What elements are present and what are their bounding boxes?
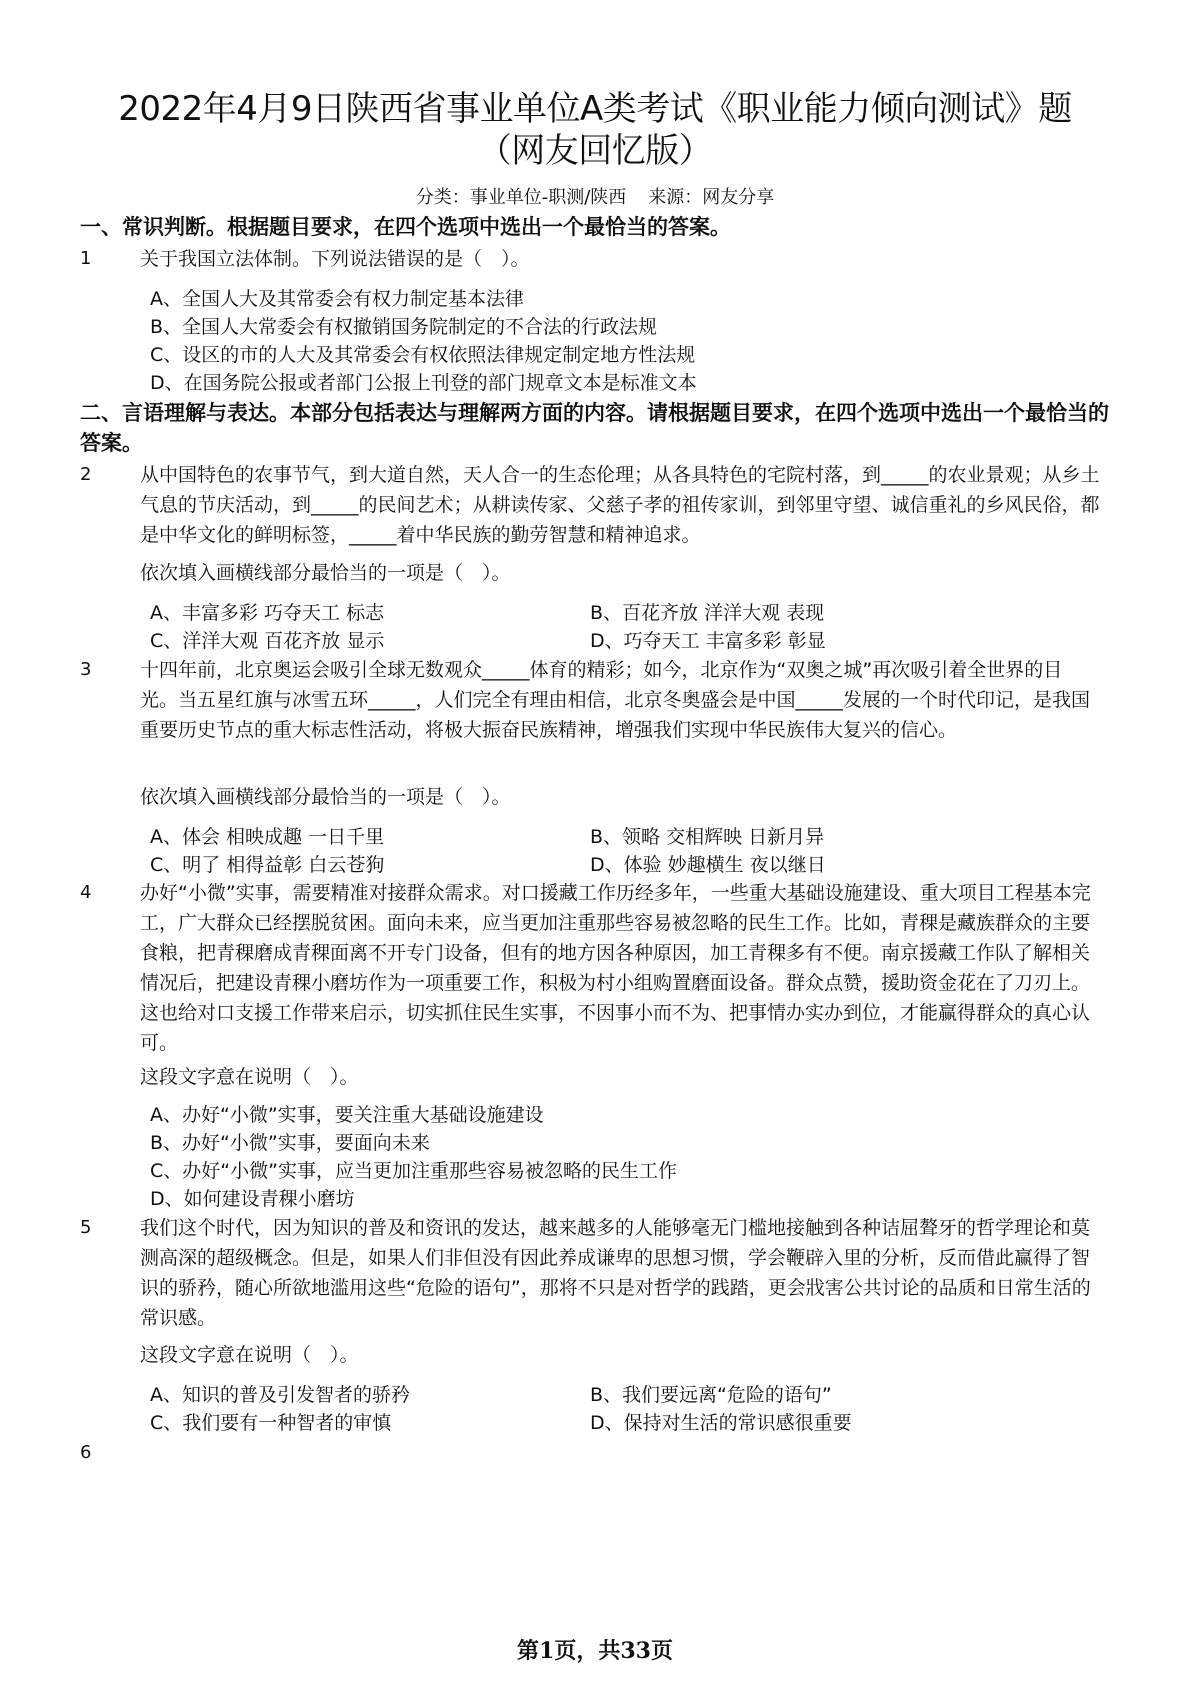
question-prompt: 依次填入画横线部分最恰当的一项是（ ）。: [140, 562, 511, 584]
option-c: C、设区的市的人大及其常委会有权依照法律规定制定地方性法规: [150, 344, 696, 366]
question-number: 1: [80, 248, 92, 269]
document-meta: [60, 186, 1130, 210]
option-b: B、百花齐放 洋洋大观 表现: [590, 602, 825, 624]
option-a: A、丰富多彩 巧夺天工 标志: [150, 602, 385, 624]
document-title: [60, 88, 1130, 172]
option-d: D、在国务院公报或者部门公报上刊登的部门规章文本是标准文本: [150, 372, 697, 394]
question-prompt: 这段文字意在说明（ ）。: [140, 1066, 359, 1088]
question-number: 4: [80, 882, 92, 903]
section-heading-1: 一、常识判断。根据题目要求，在四个选项中选出一个最恰当的答案。: [80, 215, 731, 239]
meta-category: 分类：事业单位-职测/陕西: [415, 187, 627, 208]
option-a: A、办好“小微”实事，要关注重大基础设施建设: [150, 1104, 544, 1126]
section-heading-2: 二、言语理解与表达。本部分包括表达与理解两方面的内容。请根据题目要求，在四个选项中选出一个最恰当的答案。: [80, 401, 1109, 455]
question-text: 从中国特色的农事节气，到大道自然，天人合一的生态伦理；从各具特色的宅院村落，到_____的农业景观；从乡土气息的节庆活动，到_____的民间艺术；从耕读传家、父慈子孝的祖传家训，到邻里守望、诚信重礼的乡风民俗，都是中华文化的鲜明标签，_____着中华民族的勤劳智慧和精神追求。: [140, 464, 1100, 546]
option-b: B、办好“小微”实事，要面向未来: [150, 1132, 430, 1154]
question-number: 6: [80, 1442, 92, 1463]
page-footer: 第1页，共33页: [517, 1638, 673, 1664]
title-line-1: 2022年4月9日陕西省事业单位A类考试《职业能力倾向测试》题: [118, 89, 1072, 129]
question-number: 3: [80, 659, 92, 680]
option-a: A、全国人大及其常委会有权力制定基本法律: [150, 288, 524, 310]
option-b: B、我们要远离“危险的语句”: [590, 1384, 832, 1406]
question-number: 5: [80, 1217, 92, 1238]
option-a: A、知识的普及引发智者的骄矜: [150, 1384, 410, 1406]
option-a: A、体会 相映成趣 一日千里: [150, 826, 385, 848]
question-text: 关于我国立法体制。下列说法错误的是（ ）。: [140, 248, 530, 270]
option-d: D、巧夺天工 丰富多彩 彰显: [590, 630, 826, 652]
question-prompt: 依次填入画横线部分最恰当的一项是（ ）。: [140, 786, 511, 808]
option-b: B、领略 交相辉映 日新月异: [590, 826, 825, 848]
option-d: D、保持对生活的常识感很重要: [590, 1412, 852, 1434]
question-text: 十四年前，北京奥运会吸引全球无数观众_____体育的精彩；如今，北京作为“双奥之城”再次吸引着全世界的目光。当五星红旗与冰雪五环_____，人们完全有理由相信，北京冬奥盛会是中国_____发展的一个时代印记，是我国重要历史节点的重大标志性活动，将极大振奋民族精神，增强我们实现中华民族伟大复兴的信心。: [140, 659, 1091, 741]
question-text: 我们这个时代，因为知识的普及和资讯的发达，越来越多的人能够毫无门槛地接触到各种诘屈聱牙的哲学理论和莫测高深的超级概念。但是，如果人们非但没有因此养成谦卑的思想习惯，学会鞭辟入里的分析，反而借此赢得了智识的骄矜，随心所欲地滥用这些“危险的语句”，那将不只是对哲学的践踏，更会戕害公共讨论的品质和日常生活的常识感。: [140, 1217, 1091, 1329]
title-line-2: （网友回忆版）: [477, 131, 713, 171]
option-d: D、体验 妙趣横生 夜以继日: [590, 854, 826, 876]
option-c: C、我们要有一种智者的审慎: [150, 1412, 392, 1434]
meta-source: 来源：网友分享: [648, 187, 775, 208]
option-b: B、全国人大常委会有权撤销国务院制定的不合法的行政法规: [150, 316, 658, 338]
question-prompt: 这段文字意在说明（ ）。: [140, 1344, 359, 1366]
option-c: C、洋洋大观 百花齐放 显示: [150, 630, 385, 652]
option-c: C、办好“小微”实事，应当更加注重那些容易被忽略的民生工作: [150, 1160, 677, 1182]
question-number: 2: [80, 464, 92, 485]
option-d: D、如何建设青稞小磨坊: [150, 1188, 355, 1210]
option-c: C、明了 相得益彰 白云苍狗: [150, 854, 385, 876]
question-text: 办好“小微”实事，需要精准对接群众需求。对口援藏工作历经多年，一些重大基础设施建设、重大项目工程基本完工，广大群众已经摆脱贫困。面向未来，应当更加注重那些容易被忽略的民生工作。比如，青稞是藏族群众的主要食粮，把青稞磨成青稞面离不开专门设备，但有的地方因各种原因，加工青稞多有不便。南京援藏工作队了解相关情况后，把建设青稞小磨坊作为一项重要工作，积极为村小组购置磨面设备。群众点赞，援助资金花在了刀刃上。这也给对口支援工作带来启示，切实抓住民生实事，不因事小而不为、把事情办实办到位，才能赢得群众的真心认可。: [140, 882, 1091, 1054]
